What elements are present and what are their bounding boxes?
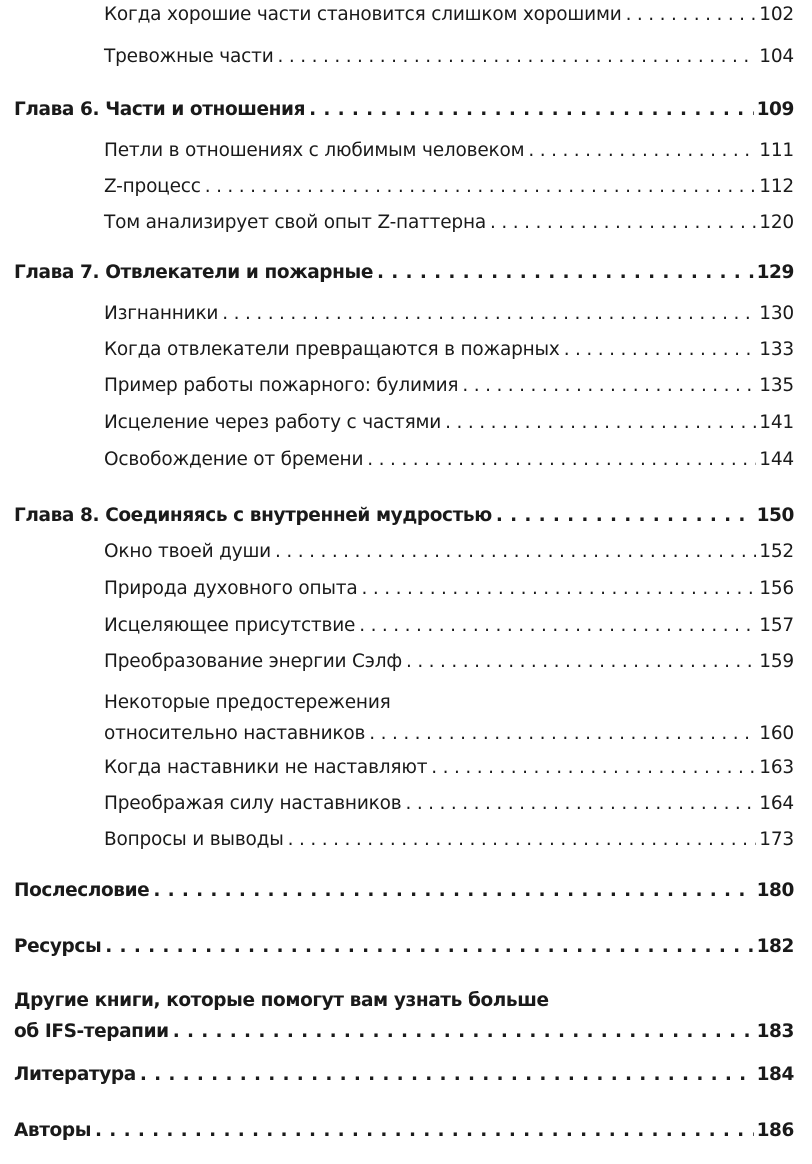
dot-leader [173, 1021, 754, 1042]
dot-leader [278, 46, 757, 67]
toc-entry-title: Глава 7. Отвлекатели и пожарные [14, 262, 374, 283]
toc-page-number: 112 [759, 176, 794, 197]
toc-entry-title: Освобождение от бремени [104, 449, 364, 470]
toc-entry-title: Преобразование энергии Сэлф [104, 651, 402, 672]
toc-page-number: 173 [759, 829, 794, 850]
toc-entry-title: относительно наставников [104, 723, 366, 744]
toc-line [104, 339, 794, 360]
toc-entry-title: Когда хорошие части становится слишком хорошими [104, 4, 622, 25]
toc-line [104, 793, 794, 814]
toc-line [104, 829, 794, 850]
toc-line [14, 262, 794, 283]
toc-entry-title: Природа духовного опыта [104, 578, 358, 599]
toc-page-number: 163 [759, 757, 794, 778]
toc-entry-title: Z-процесс [104, 176, 201, 197]
toc-page-number: 150 [756, 505, 794, 526]
dot-leader [490, 212, 756, 233]
toc-entry-title: Исцеление через работу с частями [104, 412, 442, 433]
toc-line [14, 99, 794, 120]
toc-page-number: 130 [759, 303, 794, 324]
toc-entry-title: Исцеляющее присутствие [104, 615, 356, 636]
toc-line [14, 1120, 794, 1141]
toc-page-number: 180 [756, 880, 794, 901]
toc-line [104, 723, 794, 744]
toc-page-number: 120 [759, 212, 794, 233]
toc-page-number: 184 [756, 1064, 794, 1085]
toc-line [104, 375, 794, 396]
toc-entry-title: Преображая силу наставников [104, 793, 402, 814]
toc-page-number: 164 [759, 793, 794, 814]
toc-entry-title: Пример работы пожарного: булимия [104, 375, 459, 396]
dot-leader [496, 505, 754, 526]
dot-leader [369, 723, 756, 744]
toc-entry-title: Послесловие [14, 880, 150, 901]
dot-leader [105, 936, 753, 957]
dot-leader [275, 541, 756, 562]
toc-line [104, 692, 794, 713]
toc-page-number: 133 [759, 339, 794, 360]
toc-page-number: 160 [759, 723, 794, 744]
toc-entry-title: Авторы [14, 1120, 92, 1141]
toc-page-number: 186 [756, 1120, 794, 1141]
toc-line [104, 412, 794, 433]
toc-line [104, 615, 794, 636]
toc-entry-title: Вопросы и выводы [104, 829, 284, 850]
dot-leader [405, 793, 756, 814]
toc-line [14, 505, 794, 526]
toc-page-number: 102 [759, 4, 794, 25]
toc-page-number: 144 [759, 449, 794, 470]
dot-leader [222, 303, 756, 324]
toc-page-number: 111 [759, 140, 794, 161]
dot-leader [288, 829, 757, 850]
toc-line [104, 4, 794, 25]
toc-entry-title: Когда отвлекатели превращаются в пожарных [104, 339, 560, 360]
toc-line [14, 880, 794, 901]
dot-leader [528, 140, 756, 161]
toc-entry-title: Другие книги, которые помогут вам узнать больше [14, 990, 549, 1011]
toc-entry-title: Ресурсы [14, 936, 102, 957]
toc-line [104, 212, 794, 233]
toc-page-number: 135 [759, 375, 794, 396]
toc-entry-title: Некоторые предостережения [104, 692, 391, 713]
toc-entry-title: Изгнанники [104, 303, 219, 324]
toc-entry-title: Петли в отношениях с любимым человеком [104, 140, 525, 161]
toc-entry-title: Литература [14, 1064, 136, 1085]
dot-leader [406, 651, 756, 672]
dot-leader [377, 262, 754, 283]
toc-line [14, 990, 794, 1011]
toc-line [104, 651, 794, 672]
dot-leader [153, 880, 753, 901]
toc-entry-title: Глава 6. Части и отношения [14, 99, 306, 120]
toc-line [104, 449, 794, 470]
toc-page-number: 152 [759, 541, 794, 562]
toc-page-number: 129 [756, 262, 794, 283]
toc-line [104, 541, 794, 562]
dot-leader [445, 412, 756, 433]
dot-leader [359, 615, 756, 636]
toc-line [14, 936, 794, 957]
toc-entry-title: об IFS-терапии [14, 1021, 169, 1042]
toc-line [104, 757, 794, 778]
dot-leader [462, 375, 756, 396]
toc-line [104, 578, 794, 599]
toc-line [104, 46, 794, 67]
dot-leader [431, 757, 756, 778]
toc-page-number: 159 [759, 651, 794, 672]
toc-page-number: 141 [759, 412, 794, 433]
dot-leader [362, 578, 757, 599]
dot-leader [95, 1120, 754, 1141]
toc-page-number: 157 [759, 615, 794, 636]
toc-entry-title: Окно твоей души [104, 541, 272, 562]
dot-leader [367, 449, 756, 470]
toc-line [104, 176, 794, 197]
dot-leader [564, 339, 757, 360]
toc-line [104, 140, 794, 161]
toc-page-number: 156 [759, 578, 794, 599]
toc-line [14, 1021, 794, 1042]
toc-page-number: 104 [759, 46, 794, 67]
toc-line [14, 1064, 794, 1085]
dot-leader [140, 1064, 754, 1085]
toc-line [104, 303, 794, 324]
toc-page-number: 183 [756, 1021, 794, 1042]
toc-entry-title: Когда наставники не наставляют [104, 757, 428, 778]
toc-page-number: 182 [756, 936, 794, 957]
dot-leader [626, 4, 757, 25]
dot-leader [309, 99, 754, 120]
toc-entry-title: Тревожные части [104, 46, 274, 67]
dot-leader [205, 176, 757, 197]
toc-entry-title: Глава 8. Соединяясь с внутренней мудростью [14, 505, 492, 526]
toc-entry-title: Том анализирует свой опыт Z-паттерна [104, 212, 487, 233]
toc-page-number: 109 [756, 99, 794, 120]
